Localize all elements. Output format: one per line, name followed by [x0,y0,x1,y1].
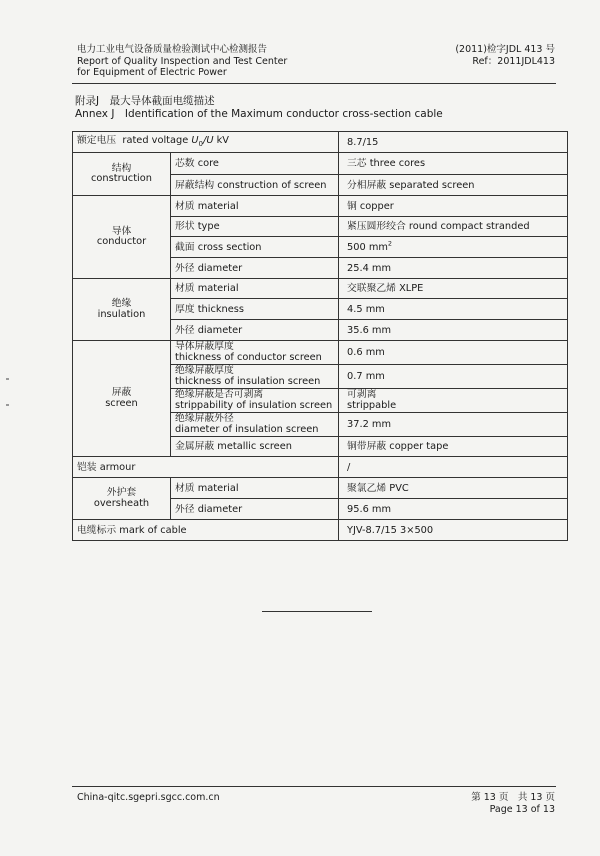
conductor-material-value: 铜 copper [339,196,568,217]
scan-mark [6,404,9,406]
conductor-diameter-label: 外径 diameter [171,258,339,279]
strippability-value-en: strippable [347,399,397,411]
strippability-label [171,389,339,413]
conductor-category-cn: 导体 [111,225,132,237]
end-of-report-line [262,611,372,612]
insulation-category [73,279,171,341]
scan-mark [6,378,9,380]
report-number: (2011)检字JDL 413 号 [455,44,555,55]
oversheath-category [73,478,171,520]
annex-title-cn: 附录J 最大导体截面电缆描述 [75,95,215,107]
table-row [73,520,568,541]
metallic-screen-label: 金属屏蔽 metallic screen [171,437,339,457]
annex-title-en: Annex J Identification of the Maximum conductor cross-section cable [75,108,443,120]
construction-category [73,153,171,196]
core-label: 芯数 core [171,153,339,175]
conductor-screen-thickness-cn: 导体屏蔽厚度 [175,341,234,352]
table-row [73,196,568,217]
oversheath-diameter-value: 95.6 mm [339,499,568,520]
metallic-screen-value: 铜带屏蔽 copper tape [339,437,568,457]
u-symbol: /U [203,134,214,146]
voltage-unit: kV [213,134,229,146]
header-org-cn: 电力工业电气设备质量检验测试中心检测报告 [77,44,268,55]
conductor-type-value: 紧压圆形绞合 round compact stranded [339,217,568,237]
conductor-material-label: 材质 material [171,196,339,217]
header-org [77,44,287,79]
cross-section-exponent: 2 [387,239,393,248]
insulation-category-cn: 绝缘 [111,298,132,309]
header-org-en-2: for Equipment of Electric Power [77,67,227,78]
conductor-diameter-value: 25.4 mm [339,258,568,279]
insulation-screen-diameter-en: diameter of insulation screen [175,423,319,435]
rated-voltage-label-en: rated voltage [122,134,192,146]
strippability-en: strippability of insulation screen [175,399,333,411]
armour-label: 铠装 armour [73,457,339,478]
page-number-cn: 第 13 页 共 13 页 [471,792,555,803]
conductor-category-en: conductor [96,236,147,247]
insulation-category-en: insulation [97,308,146,320]
page-number-en: Page 13 of 13 [489,803,555,815]
core-value: 三芯 three cores [339,153,568,175]
insulation-thickness-value: 4.5 mm [339,299,568,320]
screen-category [73,341,171,457]
insulation-diameter-value: 35.6 mm [339,320,568,341]
insulation-screen-thickness-label [171,365,339,389]
cross-section-number: 500 mm [347,241,388,253]
table-row [73,132,568,153]
screen-category-en: screen [105,397,138,409]
oversheath-diameter-label: 外径 diameter [171,499,339,520]
table-row [73,457,568,478]
oversheath-category-en: oversheath [93,497,150,509]
table-row [73,341,568,365]
rated-voltage-label-cn: 额定电压 [77,134,117,146]
table-row [73,279,568,299]
rated-voltage-value: 8.7/15 [339,132,568,153]
conductor-screen-thickness-label [171,341,339,365]
insulation-diameter-label: 外径 diameter [171,320,339,341]
insulation-screen-diameter-value: 37.2 mm [339,413,568,437]
strippability-value [339,389,568,413]
conductor-screen-thickness-en: thickness of conductor screen [175,351,322,363]
header-ref [455,44,555,67]
u0-symbol: U [191,134,199,146]
rated-voltage-label [73,132,339,153]
screen-construction-label: 屏蔽结构 construction of screen [171,175,339,196]
cross-section-label: 截面 cross section [171,237,339,258]
footer-website: China-qitc.sgepri.sgcc.com.cn [77,792,220,803]
strippability-value-cn: 可剥离 [347,389,377,400]
screen-category-cn: 屏蔽 [111,387,132,398]
strippability-cn: 绝缘屏蔽是否可剥离 [175,389,264,400]
insulation-screen-diameter-cn: 绝缘屏蔽外径 [175,413,234,424]
construction-category-en: construction [91,173,152,184]
conductor-category [73,196,171,279]
cross-section-value [339,237,568,258]
insulation-screen-thickness-en: thickness of insulation screen [175,375,321,387]
insulation-screen-thickness-value: 0.7 mm [339,365,568,389]
oversheath-material-label: 材质 material [171,478,339,499]
insulation-screen-thickness-cn: 绝缘屏蔽厚度 [175,365,234,376]
insulation-material-value: 交联聚乙烯 XLPE [339,279,568,299]
insulation-screen-diameter-label [171,413,339,437]
oversheath-material-value: 聚氯乙烯 PVC [339,478,568,499]
insulation-material-label: 材质 material [171,279,339,299]
header-org-en-1: Report of Quality Inspection and Test Center [77,55,288,67]
insulation-thickness-label: 厚度 thickness [171,299,339,320]
footer-divider [72,786,556,787]
table-row [73,478,568,499]
header-divider [72,83,556,84]
annex-title [75,95,443,121]
construction-category-cn: 结构 [111,162,132,174]
cable-mark-label: 电缆标示 mark of cable [73,520,339,541]
footer-page-number [471,792,555,815]
conductor-type-label: 形状 type [171,217,339,237]
u0-subscript: 0 [198,139,204,148]
screen-construction-value: 分相屏蔽 separated screen [339,175,568,196]
oversheath-category-cn: 外护套 [106,487,137,498]
armour-value: / [339,457,568,478]
table-row [73,153,568,175]
conductor-screen-thickness-value: 0.6 mm [339,341,568,365]
cable-mark-value: YJV-8.7/15 3×500 [339,520,568,541]
report-ref: Ref：2011JDL413 [472,55,555,67]
cable-spec-table [72,131,568,541]
